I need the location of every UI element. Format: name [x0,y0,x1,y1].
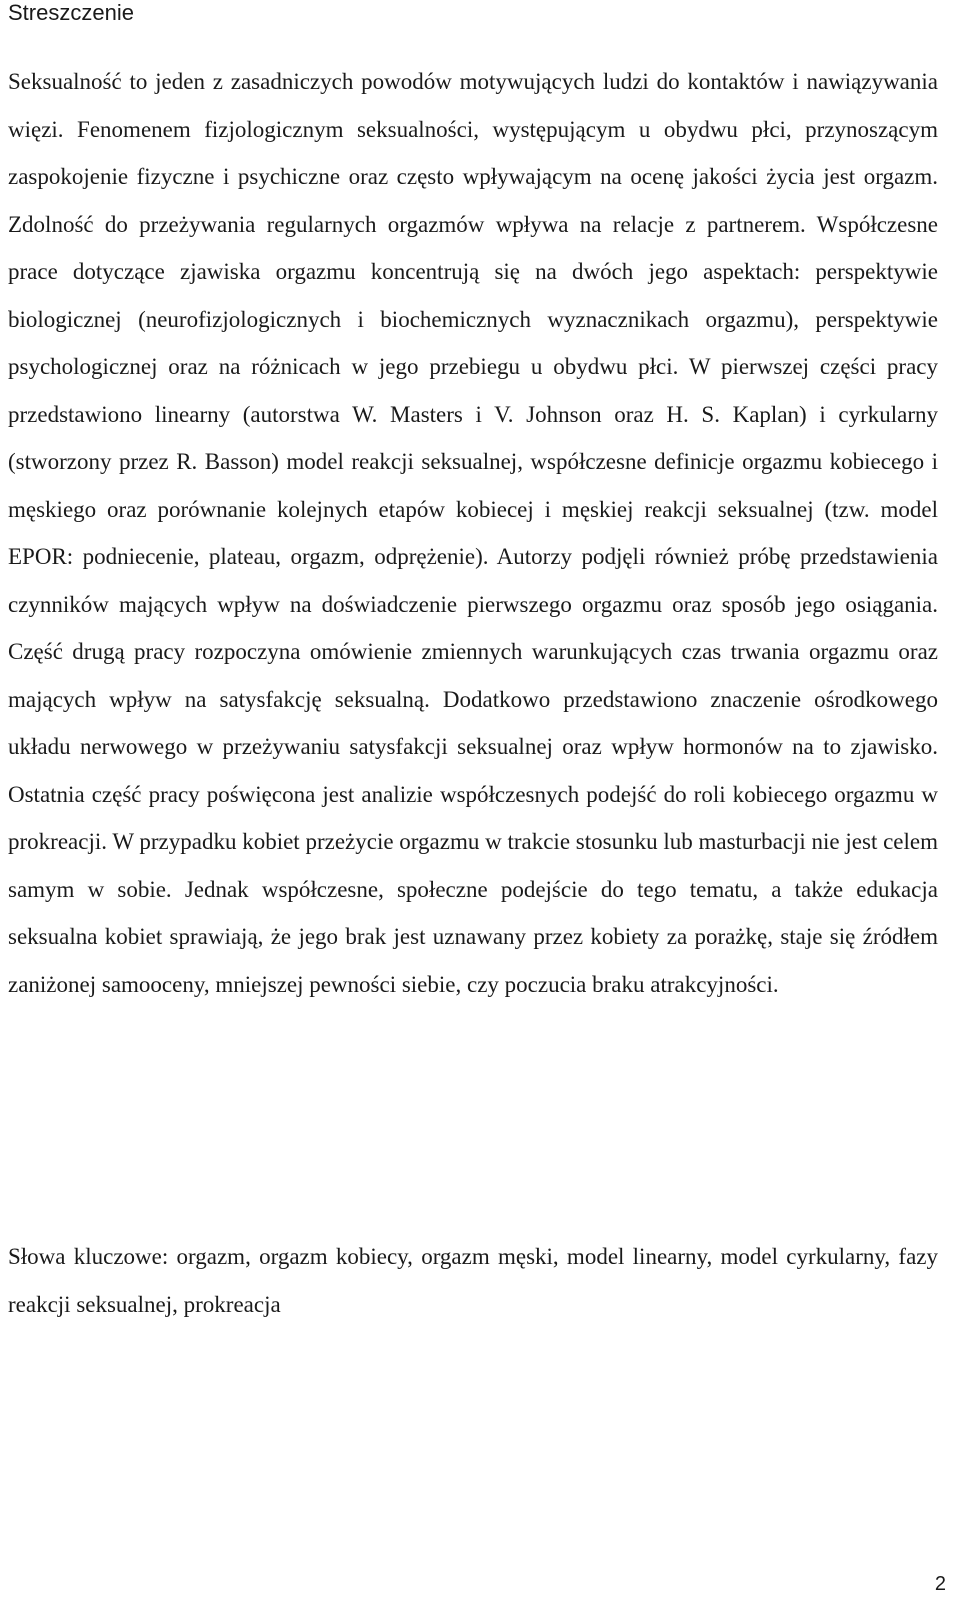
abstract-paragraph: Seksualność to jeden z zasadniczych powodów motywujących ludzi do kontaktów i nawiązywania więzi. Fenomenem fizjologicznym seksualności, występującym u obydwu płci, przynoszącym zaspokojenie fizyczne i psychiczne oraz często wpływającym na ocenę jakości życia jest orgazm. Zdolność do przeżywania regularnych orgazmów wpływa na relacje z partnerem. Współczesne prace dotyczące zjawiska orgazmu koncentrują się na dwóch jego aspektach: perspektywie biologicznej (neurofizjologicznych i biochemicznych wyznacznikach orgazmu), perspektywie psychologicznej oraz na różnicach w jego przebiegu u obydwu płci. W pierwszej części pracy przedstawiono linearny (autorstwa W. Masters i V. Johnson oraz H. S. Kaplan) i cyrkularny (stworzony przez R. Basson) model reakcji seksualnej, współczesne definicje orgazmu kobiecego i męskiego oraz porównanie kolejnych etapów kobiecej i męskiej reakcji seksualnej (tzw. model EPOR: podniecenie, plateau, orgazm, odprężenie). Autorzy podjęli również próbę przedstawienia czynników mających wpływ na doświadczenie pierwszego orgazmu oraz sposób jego osiągania. Część drugą pracy rozpoczyna omówienie zmiennych warunkujących czas trwania orgazmu oraz mających wpływ na satysfakcję seksualną. Dodatkowo przedstawiono znaczenie ośrodkowego układu nerwowego w przeżywaniu satysfakcji seksualnej oraz wpływ hormonów na to zjawisko. Ostatnia część pracy poświęcona jest analizie współczesnych podejść do roli kobiecego orgazmu w prokreacji. W przypadku kobiet przeżycie orgazmu w trakcie stosunku lub masturbacji nie jest celem samym w sobie. Jednak współczesne, społeczne podejście do tego tematu, a także edukacja seksualna kobiet sprawiają, że jego brak jest uznawany przez kobiety za porażkę, staje się źródłem zaniżonej samooceny, mniejszej pewności siebie, czy poczucia braku atrakcyjności. [8,69,938,997]
page-number: 2 [934,1573,946,1595]
section-heading: Streszczenie [8,0,134,25]
keywords-paragraph: Słowa kluczowe: orgazm, orgazm kobiecy, orgazm męski, model linearny, model cyrkularny, fazy reakcji seksualnej, prokreacja [8,1244,938,1317]
